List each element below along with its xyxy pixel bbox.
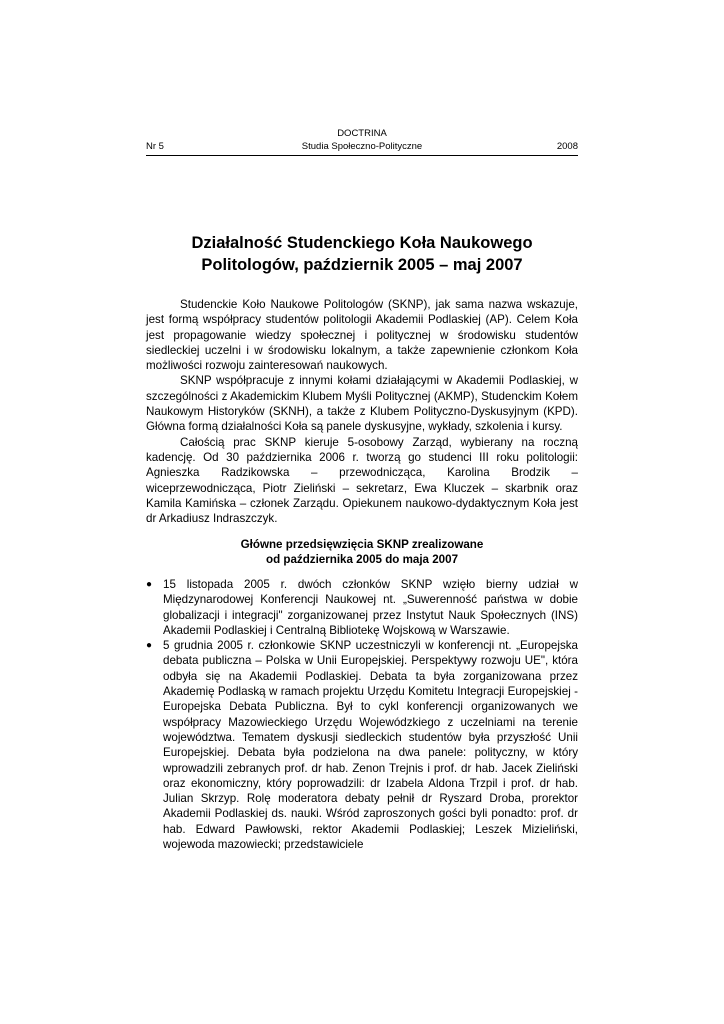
- section-heading-line-2: od października 2005 do maja 2007: [265, 553, 459, 566]
- publication-year: 2008: [556, 141, 578, 152]
- paragraph: Studenckie Koło Naukowe Politologów (SKNP), jak sama nazwa wskazuje, jest formą współpracy studentów politologii Akademii Podlaskiej (AP). Celem Koła jest propagowanie wiedzy społecznej i politycznej w środowisku studentów siedleckiej uczelni i w środowisku lokalnym, a także zapewnienie członkom Koła możliwości rozwoju zainteresowań naukowych.: [146, 298, 578, 373]
- list-item-text: 15 listopada 2005 r. dwóch członków SKNP wzięło bierny udział w Międzynarodowej Konferencji Naukowej nt. „Suwerenność państwa w dobie globalizacji i integracji" zorganizowanej przez Instytut Nauk Społecznych (INS) Akademii Podlaskiej i Centralną Bibliotekę Wojskową w Warszawie.: [163, 578, 578, 637]
- list-item: [146, 577, 578, 638]
- paragraph: Całością prac SKNP kieruje 5-osobowy Zarząd, wybierany na roczną kadencję. Od 30 października 2006 r. tworzą go studenci III roku politologii: Agnieszka Radzikowska – przewodnicząca, Karolina Brodzik – wiceprzewodnicząca, Piotr Zieliński – sekretarz, Ewa Kluczek – skarbnik oraz Kamila Kamińska – członek Zarządu. Opiekunem naukowo-dydaktycznym Koła jest dr Arkadiusz Indraszczyk.: [146, 435, 578, 526]
- bullet-icon: ●: [146, 640, 153, 652]
- header-rule: [146, 155, 578, 156]
- title-line-2: Politologów, październik 2005 – maj 2007: [201, 256, 523, 274]
- section-heading-line-1: Główne przedsięwzięcia SKNP zrealizowane: [240, 538, 484, 551]
- list-item: [146, 638, 578, 852]
- article-title: [146, 232, 578, 276]
- journal-subtitle: Studia Społeczno-Polityczne: [301, 141, 423, 152]
- paragraph: SKNP współpracuje z innymi kołami działającymi w Akademii Podlaskiej, w szczególności z Akademickim Klubem Myśli Politycznej (AKMP), Studenckim Kołem Naukowym Historyków (SKNH), a także z Klubem Polityczno-Dyskusyjnym (KPD). Główna formą działalności Koła są panele dyskusyjne, wykłady, szkolenia i kursy.: [146, 374, 578, 434]
- title-line-1: Działalność Studenckiego Koła Naukowego: [191, 234, 533, 252]
- issue-number: Nr 5: [146, 141, 164, 152]
- list-item-text: 5 grudnia 2005 r. członkowie SKNP uczestniczyli w konferencji nt. „Europejska debata publiczna – Polska w Unii Europejskiej. Perspektywy rozwoju UE", która odbyła się na Akademii Podlaskiej. Debata ta była zorganizowana przez Akademię Podlaską w ramach projektu Urzędu Komitetu Integracji Europejskiej - Europejska Debata Publiczna. Był to cykl konferencji organizowanych we współpracy Mazowieckiego Urzędu Wojewódzkiego z uczelniami na terenie województwa. Tematem dyskusji siedleckich studentów była przyszłość Unii Europejskiej. Debata była podzielona na dwa panele: polityczny, w który wprowadzili zebranych prof. dr hab. Zenon Trejnis i prof. dr hab. Jacek Zieliński oraz ekonomiczny, który poprowadzili: dr Izabela Aldona Trzpil i prof. dr hab. Julian Skrzyp. Rolę moderatora debaty pełnił dr Ryszard Droba, prorektor Akademii Podlaskiej ds. nauki. Wśród zaproszonych gości byli ponadto: prof. dr hab. Edward Pawłowski, rektor Akademii Podlaskiej; Leszek Mizieliński, wojewoda mazowiecki; przedstawiciele: [163, 639, 578, 852]
- bullet-icon: ●: [146, 579, 153, 590]
- section-heading: [146, 537, 578, 567]
- journal-name: DOCTRINA: [337, 128, 387, 139]
- events-list: [146, 577, 578, 852]
- intro-body: [146, 297, 578, 526]
